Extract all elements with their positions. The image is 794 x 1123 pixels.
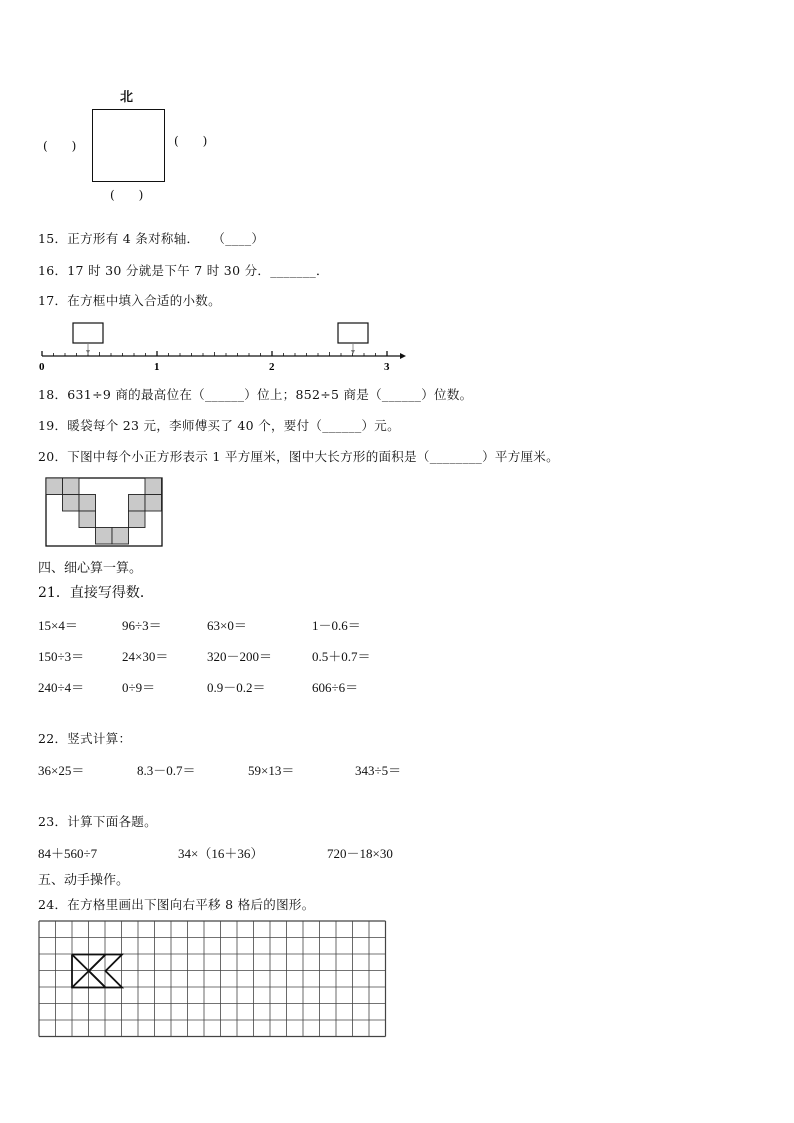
- pointer-arrow-1: [86, 350, 90, 354]
- tick-label-2: 2: [269, 361, 275, 373]
- q23-item-1: 84＋560÷7: [38, 846, 98, 861]
- tick-label-1: 1: [154, 361, 160, 373]
- shaded-square: [129, 495, 146, 512]
- question-21-title: 21．直接写得数．: [38, 585, 154, 601]
- section-4-heading: 四、细心算一算。: [38, 561, 143, 576]
- q21-r1-c2: 96÷3＝: [122, 618, 162, 633]
- shaded-square: [112, 528, 129, 545]
- shaded-square: [46, 478, 63, 495]
- question-17: 17．在方框中填入合适的小数。: [38, 293, 221, 308]
- q22-item-3: 59×13＝: [248, 763, 295, 778]
- q22-item-4: 343÷5＝: [355, 763, 402, 778]
- question-16: 16．17 时 30 分就是下午 7 时 30 分．_______．: [38, 263, 329, 278]
- q21-r1-c4: 1－0.6＝: [312, 618, 361, 633]
- pointer-arrow-2: [351, 350, 355, 354]
- area-figure-shaded-squares: [46, 478, 162, 544]
- q21-r2-c4: 0.5＋0.7＝: [312, 649, 371, 664]
- number-line: [30, 318, 410, 378]
- translation-grid[interactable]: [37, 920, 389, 1040]
- compass-east-blank[interactable]: ( ): [174, 134, 208, 148]
- question-23-title: 23．计算下面各题。: [38, 814, 157, 829]
- q21-r2-c1: 150÷3＝: [38, 649, 85, 664]
- grid-lines: [39, 921, 386, 1037]
- compass-square: [92, 109, 165, 182]
- shaded-square: [145, 478, 162, 495]
- question-15: 15．正方形有 4 条对称轴． （____）: [38, 231, 265, 246]
- number-line-ticks: [42, 351, 387, 356]
- q21-r3-c2: 0÷9＝: [122, 680, 156, 695]
- number-line-arrow: [400, 353, 406, 359]
- section-5-heading: 五、动手操作。: [38, 873, 130, 888]
- question-20: 20．下图中每个小正方形表示 1 平方厘米，图中大长方形的面积是（________）平方厘米。: [38, 449, 559, 464]
- figure-outline: [72, 955, 122, 988]
- shaded-square: [63, 478, 80, 495]
- compass-south-blank[interactable]: ( ): [110, 188, 144, 202]
- shaded-square: [63, 495, 80, 512]
- q21-r1-c1: 15×4＝: [38, 618, 78, 633]
- shaded-square: [79, 495, 96, 512]
- q23-item-2: 34×（16＋36）: [178, 846, 264, 861]
- question-24-title: 24．在方格里画出下图向右平移 8 格后的图形。: [38, 897, 315, 912]
- original-figure: [72, 955, 122, 988]
- figure-right-diamond: [89, 955, 106, 988]
- q22-item-2: 8.3－0.7＝: [137, 763, 196, 778]
- answer-box-2[interactable]: [338, 323, 368, 343]
- q21-r3-c1: 240÷4＝: [38, 680, 85, 695]
- question-22-title: 22．竖式计算：: [38, 731, 132, 746]
- shaded-square: [96, 528, 113, 545]
- question-18: 18．631÷9 商的最高位在（______）位上；852÷5 商是（______）位数。: [38, 387, 473, 402]
- compass-north-label: 北: [120, 90, 134, 105]
- q21-r1-c3: 63×0＝: [207, 618, 247, 633]
- q21-r2-c2: 24×30＝: [122, 649, 169, 664]
- q21-r3-c4: 606÷6＝: [312, 680, 359, 695]
- q22-item-1: 36×25＝: [38, 763, 85, 778]
- tick-label-0: 0: [39, 361, 45, 373]
- q21-r2-c3: 320－200＝: [207, 649, 273, 664]
- answer-box-1[interactable]: [73, 323, 103, 343]
- compass-west-blank[interactable]: ( ): [43, 139, 77, 153]
- question-19: 19．暖袋每个 23 元，李师傅买了 40 个，要付（______）元。: [38, 418, 400, 433]
- tick-label-3: 3: [384, 361, 390, 373]
- shaded-square: [145, 495, 162, 512]
- q23-item-3: 720－18×30: [327, 846, 393, 861]
- area-figure: [45, 477, 165, 549]
- shaded-square: [79, 511, 96, 528]
- q21-r3-c3: 0.9－0.2＝: [207, 680, 266, 695]
- shaded-square: [129, 511, 146, 528]
